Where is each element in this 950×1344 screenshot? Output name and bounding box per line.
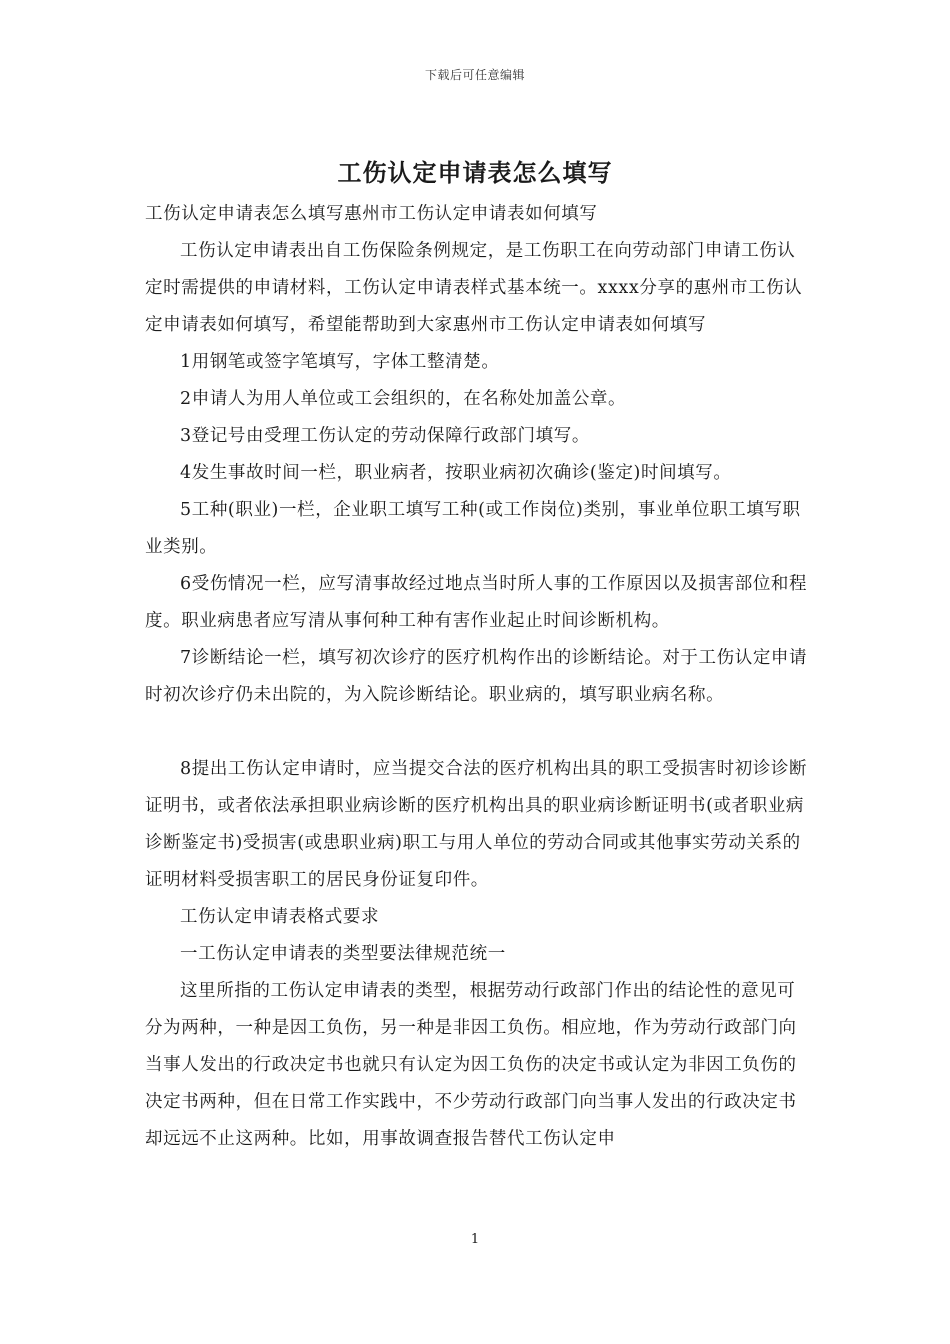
paragraph-item-4: 4发生事故时间一栏，职业病者，按职业病初次确诊(鉴定)时间填写。	[180, 463, 732, 483]
document-body	[145, 196, 813, 1158]
page-number: 1	[470, 1232, 480, 1247]
subsection-heading-1: 一工伤认定申请表的类型要法律规范统一	[180, 944, 506, 964]
paragraph-item-2: 2申请人为用人单位或工会组织的，在名称处加盖公章。	[180, 389, 627, 409]
paragraph-item-5: 5工种(职业)一栏，企业职工填写工种(或工作岗位)类别，事业单位职工填写职业类别。	[145, 500, 801, 557]
document-title: 工伤认定申请表怎么填写	[337, 159, 613, 187]
section-heading-format: 工伤认定申请表格式要求	[180, 907, 380, 927]
paragraph-item-3: 3登记号由受理工伤认定的劳动保障行政部门填写。	[180, 426, 590, 446]
paragraph-item-6: 6受伤情况一栏，应写清事故经过地点当时所人事的工作原因以及损害部位和程度。职业病患者应写清从事何种工种有害作业起止时间诊断机构。	[145, 574, 808, 631]
paragraph-item-8: 8提出工伤认定申请时，应当提交合法的医疗机构出具的职工受损害时初诊诊断证明书，或者依法承担职业病诊断的医疗机构出具的职业病诊断证明书(或者职业病诊断鉴定书)受损害(或患职业病)职工与用人单位的劳动合同或其他事实劳动关系的证明材料受损害职工的居民身份证复印件。	[145, 759, 808, 890]
paragraph-types: 这里所指的工伤认定申请表的类型，根据劳动行政部门作出的结论性的意见可分为两种，一种是因工负伤，另一种是非因工负伤。相应地，作为劳动行政部门向当事人发出的行政决定书也就只有认定为因工负伤的决定书或认定为非因工负伤的决定书两种，但在日常工作实践中，不少劳动行政部门向当事人发出的行政决定书却远远不止这两种。比如，用事故调查报告替代工伤认定申	[145, 981, 797, 1149]
paragraph-intro: 工伤认定申请表出自工伤保险条例规定，是工伤职工在向劳动部门申请工伤认定时需提供的申请材料，工伤认定申请表样式基本统一。xxxx分享的惠州市工伤认定申请表如何填写，希望能帮助到大家惠州市工伤认定申请表如何填写	[145, 241, 803, 335]
header-note: 下载后可任意编辑	[424, 68, 525, 82]
paragraph-item-7: 7诊断结论一栏，填写初次诊疗的医疗机构作出的诊断结论。对于工伤认定申请时初次诊疗仍未出院的，为入院诊断结论。职业病的，填写职业病名称。	[145, 648, 808, 705]
subtitle-line: 工伤认定申请表怎么填写惠州市工伤认定申请表如何填写	[145, 204, 598, 224]
paragraph-item-1: 1用钢笔或签字笔填写，字体工整清楚。	[180, 352, 500, 372]
